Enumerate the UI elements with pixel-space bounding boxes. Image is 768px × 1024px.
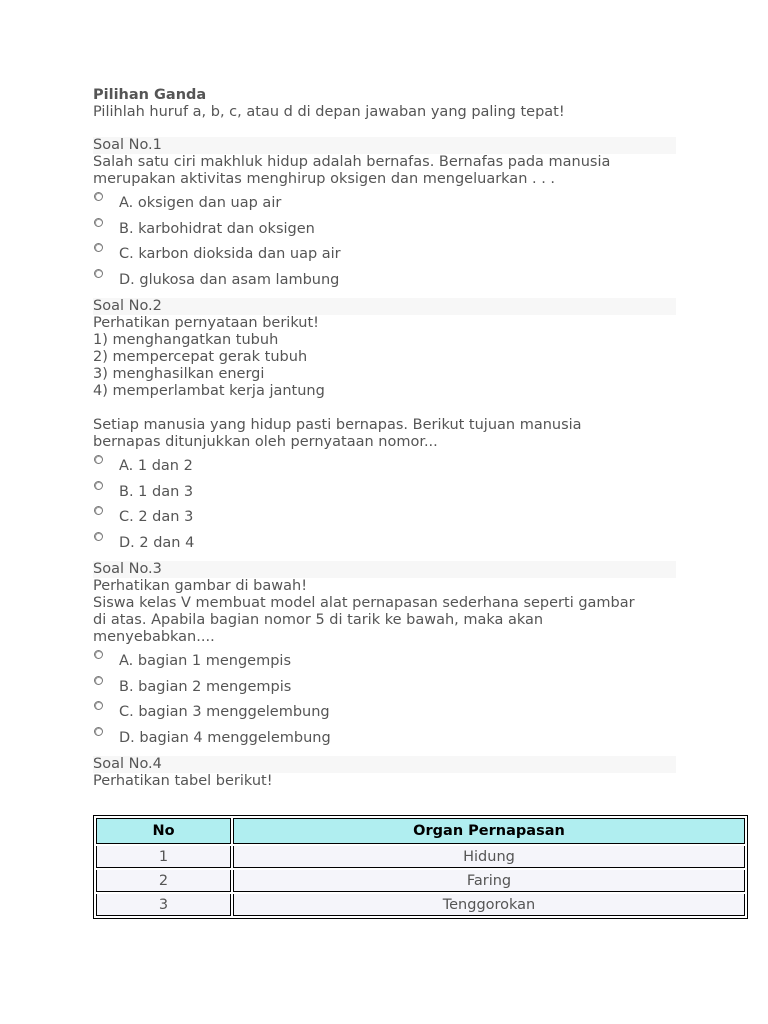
- question-1-options: [93, 190, 676, 292]
- table-row: [96, 870, 745, 892]
- section-title: Pilihan Ganda: [93, 87, 207, 103]
- table-cell-no: 1: [96, 846, 231, 868]
- question-1-option-b[interactable]: B. karbohidrat dan oksigen: [93, 216, 676, 242]
- radio-button[interactable]: [94, 481, 103, 490]
- radio-button[interactable]: [94, 192, 103, 201]
- question-3-option-d[interactable]: D. bagian 4 menggelembung: [93, 725, 676, 751]
- question-2-text: Perhatikan pernyataan berikut!: [93, 315, 319, 331]
- table-cell-no: 2: [96, 870, 231, 892]
- radio-button[interactable]: [94, 532, 103, 541]
- question-1-option-a[interactable]: A. oksigen dan uap air: [93, 190, 676, 216]
- question-3-option-c[interactable]: C. bagian 3 menggelembung: [93, 699, 676, 725]
- question-3-text: Perhatikan gambar di bawah!: [93, 578, 308, 594]
- radio-button[interactable]: [94, 727, 103, 736]
- organ-table: [93, 815, 748, 919]
- question-3-text: menyebabkan....: [93, 629, 215, 645]
- question-2-statement: 1) menghangatkan tubuh: [93, 332, 279, 348]
- radio-button[interactable]: [94, 269, 103, 278]
- question-1-option-c[interactable]: C. karbon dioksida dan uap air: [93, 241, 676, 267]
- radio-button[interactable]: [94, 506, 103, 515]
- question-1-text: Salah satu ciri makhluk hidup adalah bernafas. Bernafas pada manusia: [93, 154, 611, 170]
- radio-button[interactable]: [94, 455, 103, 464]
- question-2-statement: 4) memperlambat kerja jantung: [93, 383, 325, 399]
- question-2-option-d[interactable]: D. 2 dan 4: [93, 530, 676, 556]
- radio-button[interactable]: [94, 218, 103, 227]
- question-2-statement: 2) mempercepat gerak tubuh: [93, 349, 308, 365]
- table-header-no: No: [96, 818, 231, 844]
- table-cell-no: 3: [96, 894, 231, 916]
- question-2-options: [93, 453, 676, 555]
- table-cell-organ: Tenggorokan: [233, 894, 745, 916]
- instruction-text: Pilihlah huruf a, b, c, atau d di depan jawaban yang paling tepat!: [93, 104, 565, 120]
- question-2-text: bernapas ditunjukkan oleh pernyataan nomor...: [93, 434, 438, 450]
- radio-button[interactable]: [94, 650, 103, 659]
- radio-button[interactable]: [94, 701, 103, 710]
- question-2-statement: 3) menghasilkan energi: [93, 366, 265, 382]
- table-row: [96, 894, 745, 916]
- question-2-label: Soal No.2: [93, 298, 676, 315]
- question-2-text: Setiap manusia yang hidup pasti bernapas. Berikut tujuan manusia: [93, 417, 582, 433]
- table-cell-organ: Faring: [233, 870, 745, 892]
- question-2-option-b[interactable]: B. 1 dan 3: [93, 479, 676, 505]
- question-2-option-c[interactable]: C. 2 dan 3: [93, 504, 676, 530]
- quiz-page: [93, 87, 676, 790]
- table-header-organ: Organ Pernapasan: [233, 818, 745, 844]
- question-1-option-d[interactable]: D. glukosa dan asam lambung: [93, 267, 676, 293]
- question-3-text: di atas. Apabila bagian nomor 5 di tarik ke bawah, maka akan: [93, 612, 544, 628]
- question-3-text: Siswa kelas V membuat model alat pernapasan sederhana seperti gambar: [93, 595, 635, 611]
- table-cell-organ: Hidung: [233, 846, 745, 868]
- table-row: [96, 846, 745, 868]
- question-1-text: merupakan aktivitas menghirup oksigen dan mengeluarkan . . .: [93, 171, 556, 187]
- question-3-option-a[interactable]: A. bagian 1 mengempis: [93, 648, 676, 674]
- table-header-row: [96, 818, 745, 844]
- question-3-options: [93, 648, 676, 750]
- question-4-text: Perhatikan tabel berikut!: [93, 773, 273, 789]
- question-2-option-a[interactable]: A. 1 dan 2: [93, 453, 676, 479]
- question-3-option-b[interactable]: B. bagian 2 mengempis: [93, 674, 676, 700]
- question-3-label: Soal No.3: [93, 561, 676, 578]
- radio-button[interactable]: [94, 243, 103, 252]
- question-4-label: Soal No.4: [93, 756, 676, 773]
- question-1-label: Soal No.1: [93, 137, 676, 154]
- radio-button[interactable]: [94, 676, 103, 685]
